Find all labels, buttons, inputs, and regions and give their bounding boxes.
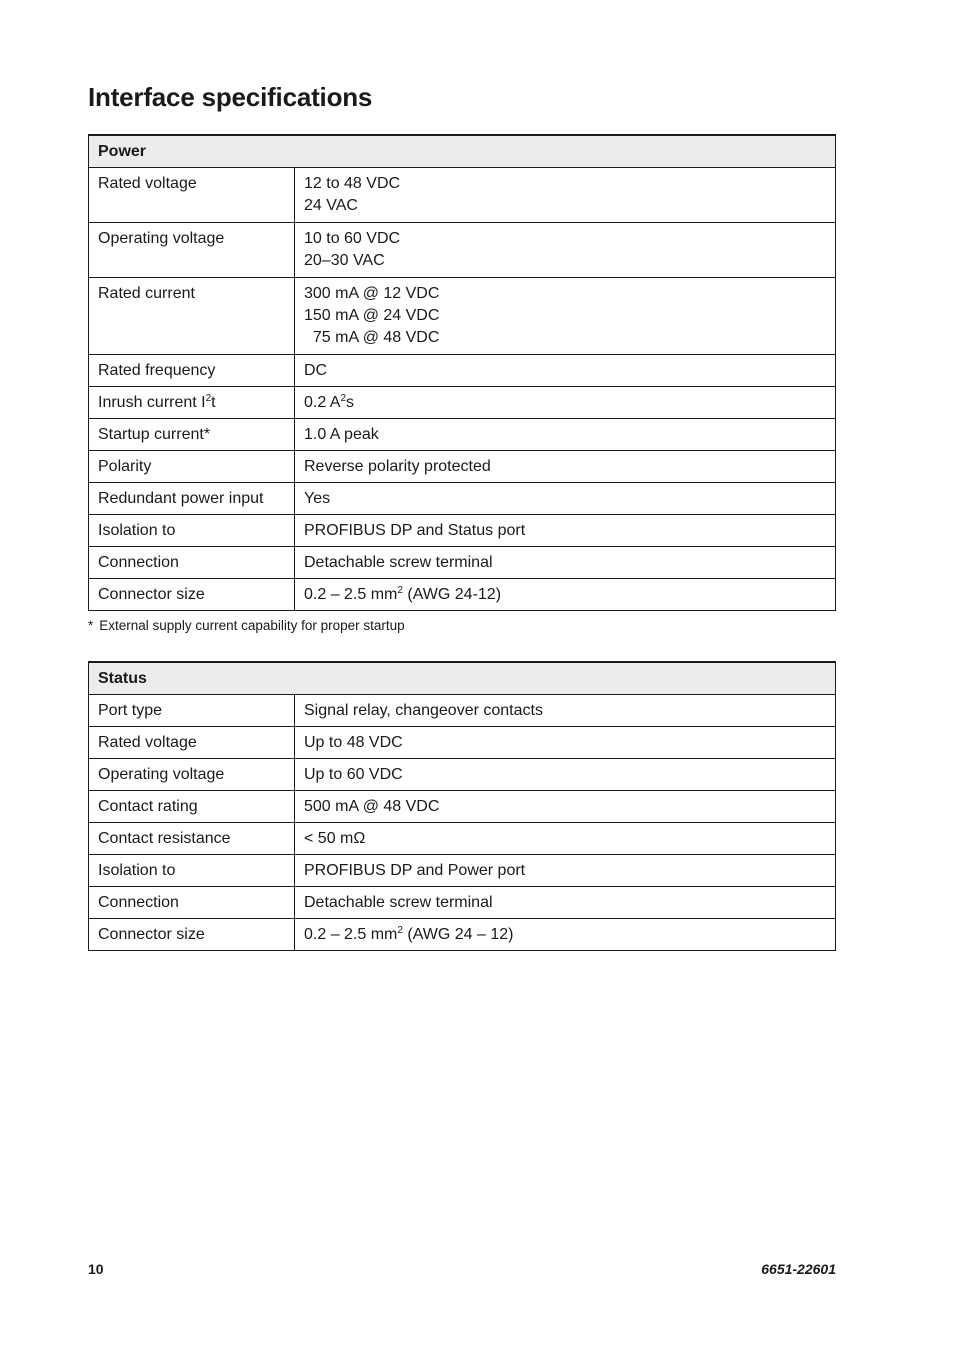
spec-value-line: 75 mA @ 48 VDC [304,329,440,346]
table-row [89,223,836,278]
footnote-text: External supply current capability for proper startup [99,618,405,633]
spec-value: 500 mA @ 48 VDC [295,791,836,823]
value-text: (AWG 24-12) [402,585,502,603]
table-row [89,451,836,483]
status-table-heading: Status [89,662,836,695]
spec-value: 1.0 A peak [295,419,836,451]
spec-value: PROFIBUS DP and Power port [295,855,836,887]
table-row [89,791,836,823]
table-row [89,168,836,223]
spec-value [295,387,836,419]
spec-value [295,223,836,278]
spec-value: Up to 48 VDC [295,727,836,759]
table-row [89,355,836,387]
spec-value: < 50 mΩ [295,823,836,855]
page-title: Interface specifications [88,82,373,112]
spec-value-line: 10 to 60 VDC [304,230,401,247]
table-row [89,759,836,791]
spec-label: Operating voltage [89,759,295,791]
spec-value [295,168,836,223]
spec-value [295,919,836,951]
spec-label: Rated current [89,278,295,355]
table-row [89,919,836,951]
table-row [89,515,836,547]
spec-label: Isolation to [89,855,295,887]
value-text: s [346,393,355,411]
spec-value: Yes [295,483,836,515]
value-text: 0.2 – 2.5 mm [304,585,398,603]
table-row [89,579,836,611]
spec-label: Polarity [89,451,295,483]
spec-value [295,579,836,611]
spec-label: Startup current* [89,419,295,451]
value-text: 0.2 – 2.5 mm [304,925,398,943]
superscript: 2 [205,392,212,404]
table-row [89,419,836,451]
spec-label: Contact rating [89,791,295,823]
superscript: 2 [397,924,403,936]
spec-label: Isolation to [89,515,295,547]
page-number: 10 [88,1261,104,1277]
label-text: Inrush current I [98,393,206,411]
spec-label: Connector size [89,919,295,951]
spec-label: Connection [89,547,295,579]
table-row [89,887,836,919]
spec-value: Signal relay, changeover contacts [295,695,836,727]
spec-value-line: 24 VAC [304,197,358,214]
table-row [89,727,836,759]
footnote-marker: * [88,618,94,633]
spec-value: Reverse polarity protected [295,451,836,483]
table-row [89,855,836,887]
table-row [89,387,836,419]
document-number: 6651-22601 [761,1261,836,1277]
spec-value: Detachable screw terminal [295,887,836,919]
table-row [89,547,836,579]
power-spec-table [88,134,836,611]
spec-label: Port type [89,695,295,727]
spec-value-line: 300 mA @ 12 VDC [304,285,440,302]
spec-label: Rated voltage [89,168,295,223]
footnote [88,618,405,633]
table-row [89,483,836,515]
superscript: 2 [397,584,403,596]
spec-value: PROFIBUS DP and Status port [295,515,836,547]
value-text: 0.2 A [304,393,341,411]
spec-value-line: 150 mA @ 24 VDC [304,307,440,324]
spec-value: Up to 60 VDC [295,759,836,791]
table-row [89,695,836,727]
spec-value: DC [295,355,836,387]
table-header-row [89,662,836,695]
superscript: 2 [340,392,347,404]
spec-value-line: 12 to 48 VDC [304,175,401,192]
spec-label: Rated frequency [89,355,295,387]
status-spec-table [88,661,836,951]
table-row [89,823,836,855]
power-table-heading: Power [89,135,836,168]
spec-value: Detachable screw terminal [295,547,836,579]
table-row [89,278,836,355]
spec-label [89,387,295,419]
spec-label: Contact resistance [89,823,295,855]
spec-value-line: 20–30 VAC [304,252,385,269]
spec-label: Connector size [89,579,295,611]
table-header-row [89,135,836,168]
spec-label: Rated voltage [89,727,295,759]
spec-value [295,278,836,355]
value-text: (AWG 24 – 12) [402,925,514,943]
spec-label: Operating voltage [89,223,295,278]
spec-label: Redundant power input [89,483,295,515]
spec-label: Connection [89,887,295,919]
label-text: t [211,393,216,411]
